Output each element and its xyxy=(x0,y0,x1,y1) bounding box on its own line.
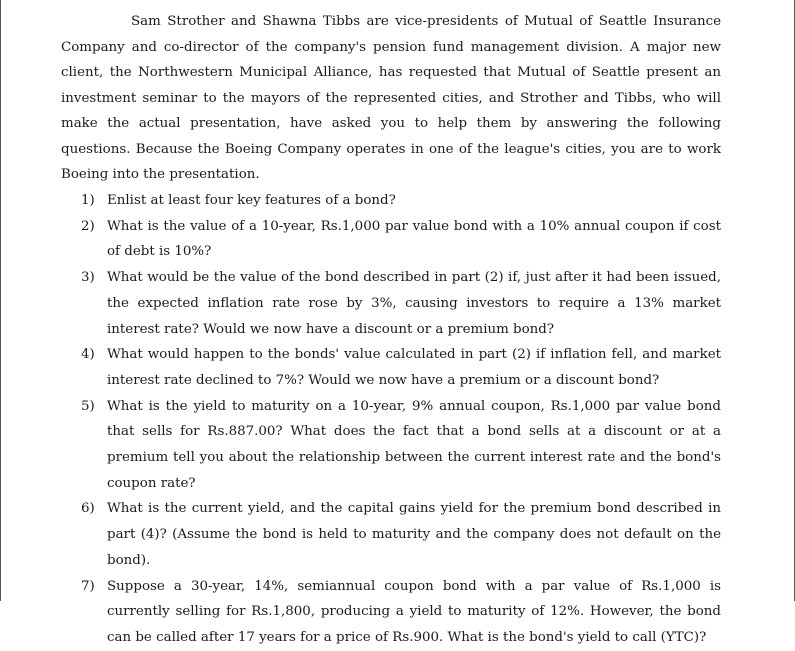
question-text: What is the current yield, and the capital gains yield for the premium bond described in part (4)? (Assume the bond is held to maturity and the company does not default on the bond). xyxy=(107,501,721,568)
question-item-2 xyxy=(61,214,721,265)
question-number: 3) xyxy=(81,270,95,286)
question-item-1 xyxy=(61,188,721,214)
question-text: What would happen to the bonds' value calculated in part (2) if inflation fell, and market interest rate declined to 7%? Would we now have a premium or a discount bond? xyxy=(107,347,721,388)
question-item-5 xyxy=(61,394,721,497)
question-text: Suppose a 30-year, 14%, semiannual coupon bond with a par value of Rs.1,000 is currently selling for Rs.1,800, producing a yield to maturity of 12%. However, the bond can be called after 17 years for a price of Rs.900. What is the bond's yield to call (YTC)? xyxy=(107,578,721,645)
question-number: 2) xyxy=(81,218,95,234)
question-text: What is the yield to maturity on a 10-year, 9% annual coupon, Rs.1,000 par value bond that sells for Rs.887.00? What does the fact that a bond sells at a discount or at a premium tell you about the relationship between the current interest rate and the bond's coupon rate? xyxy=(107,398,721,491)
question-number: 6) xyxy=(81,501,95,517)
question-list xyxy=(61,188,721,651)
intro-paragraph: Sam Strother and Shawna Tibbs are vice-presidents of Mutual of Seattle Insurance Company and co-director of the company's pension fund management division. A major new client, the Northwestern Municipal Alliance, has requested that Mutual of Seattle present an investment seminar to the mayors of the represented cities, and Strother and Tibbs, who will make the actual presentation, have asked you to help them by answering the following questions. Because the Boeing Company operates in one of the league's cities, you are to work Boeing into the presentation. xyxy=(61,14,721,182)
question-item-4 xyxy=(61,342,721,393)
question-text: What would be the value of the bond described in part (2) if, just after it had been issued, the expected inflation rate rose by 3%, causing investors to require a 13% market interest rate? Would we now have a discount or a premium bond? xyxy=(107,270,721,337)
question-number: 7) xyxy=(81,578,95,594)
question-number: 1) xyxy=(81,193,95,208)
question-item-7 xyxy=(61,574,721,651)
question-number: 5) xyxy=(81,398,95,414)
question-number: 4) xyxy=(81,347,95,363)
question-item-3 xyxy=(61,265,721,342)
question-text: What is the value of a 10-year, Rs.1,000 par value bond with a 10% annual coupon if cost of debt is 10%? xyxy=(107,218,721,260)
question-item-6 xyxy=(61,496,721,573)
question-text: Enlist at least four key features of a bond? xyxy=(107,193,396,208)
